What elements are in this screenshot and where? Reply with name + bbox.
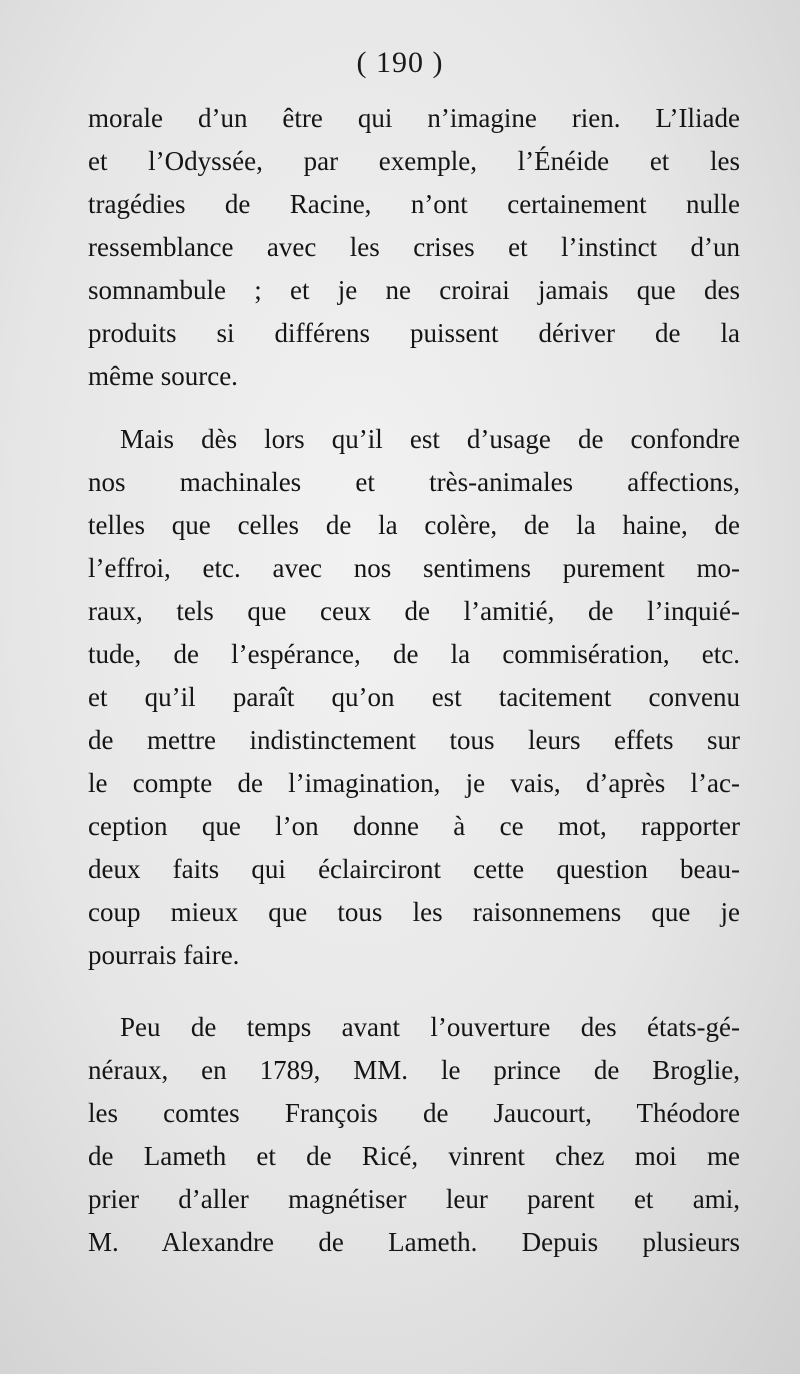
text-line: morale d’un être qui n’imagine rien. L’Iliade (88, 103, 740, 133)
text-line: tragédies de Racine, n’ont certainement nulle (88, 189, 740, 219)
text-line: l’effroi, etc. avec nos sentimens purement mo- (88, 553, 740, 583)
text-line: deux faits qui éclairciront cette question beau- (88, 854, 740, 884)
text-line: raux, tels que ceux de l’amitié, de l’inquié- (88, 596, 740, 626)
text-line: et qu’il paraît qu’on est tacitement convenu (88, 682, 740, 712)
paragraph-1 (88, 97, 740, 398)
text-line: ressemblance avec les crises et l’instinct d’un (88, 232, 740, 262)
text-line: et l’Odyssée, par exemple, l’Énéide et les (88, 146, 740, 176)
page-number: ( 190 ) (356, 46, 444, 79)
text-line: pourrais faire. (88, 940, 240, 970)
text-line: nos machinales et très-animales affections, (88, 467, 740, 497)
text-line: prier d’aller magnétiser leur parent et ami, (88, 1184, 740, 1214)
text-line: les comtes François de Jaucourt, Théodore (88, 1098, 740, 1128)
text-line: de mettre indistinctement tous leurs effets sur (88, 725, 740, 755)
text-line: telles que celles de la colère, de la haine, de (88, 510, 740, 540)
text-line: M. Alexandre de Lameth. Depuis plusieurs (88, 1227, 740, 1257)
text-line: néraux, en 1789, MM. le prince de Broglie, (88, 1055, 740, 1085)
text-line: ception que l’on donne à ce mot, rapporter (88, 811, 740, 841)
paragraph-2 (88, 418, 740, 977)
text-line: de Lameth et de Ricé, vinrent chez moi me (88, 1141, 740, 1171)
text-line: tude, de l’espérance, de la commisération, etc. (88, 639, 740, 669)
text-line: produits si différens puissent dériver de la (88, 318, 740, 348)
text-line: coup mieux que tous les raisonnemens que je (88, 897, 740, 927)
text-line: le compte de l’imagination, je vais, d’après l’ac- (88, 768, 740, 798)
text-line: Mais dès lors qu’il est d’usage de confondre (120, 424, 740, 454)
text-line: même source. (88, 361, 238, 391)
paragraph-3 (88, 1006, 740, 1264)
text-line: Peu de temps avant l’ouverture des états-gé- (120, 1012, 740, 1042)
text-line: somnambule ; et je ne croirai jamais que des (88, 275, 740, 305)
